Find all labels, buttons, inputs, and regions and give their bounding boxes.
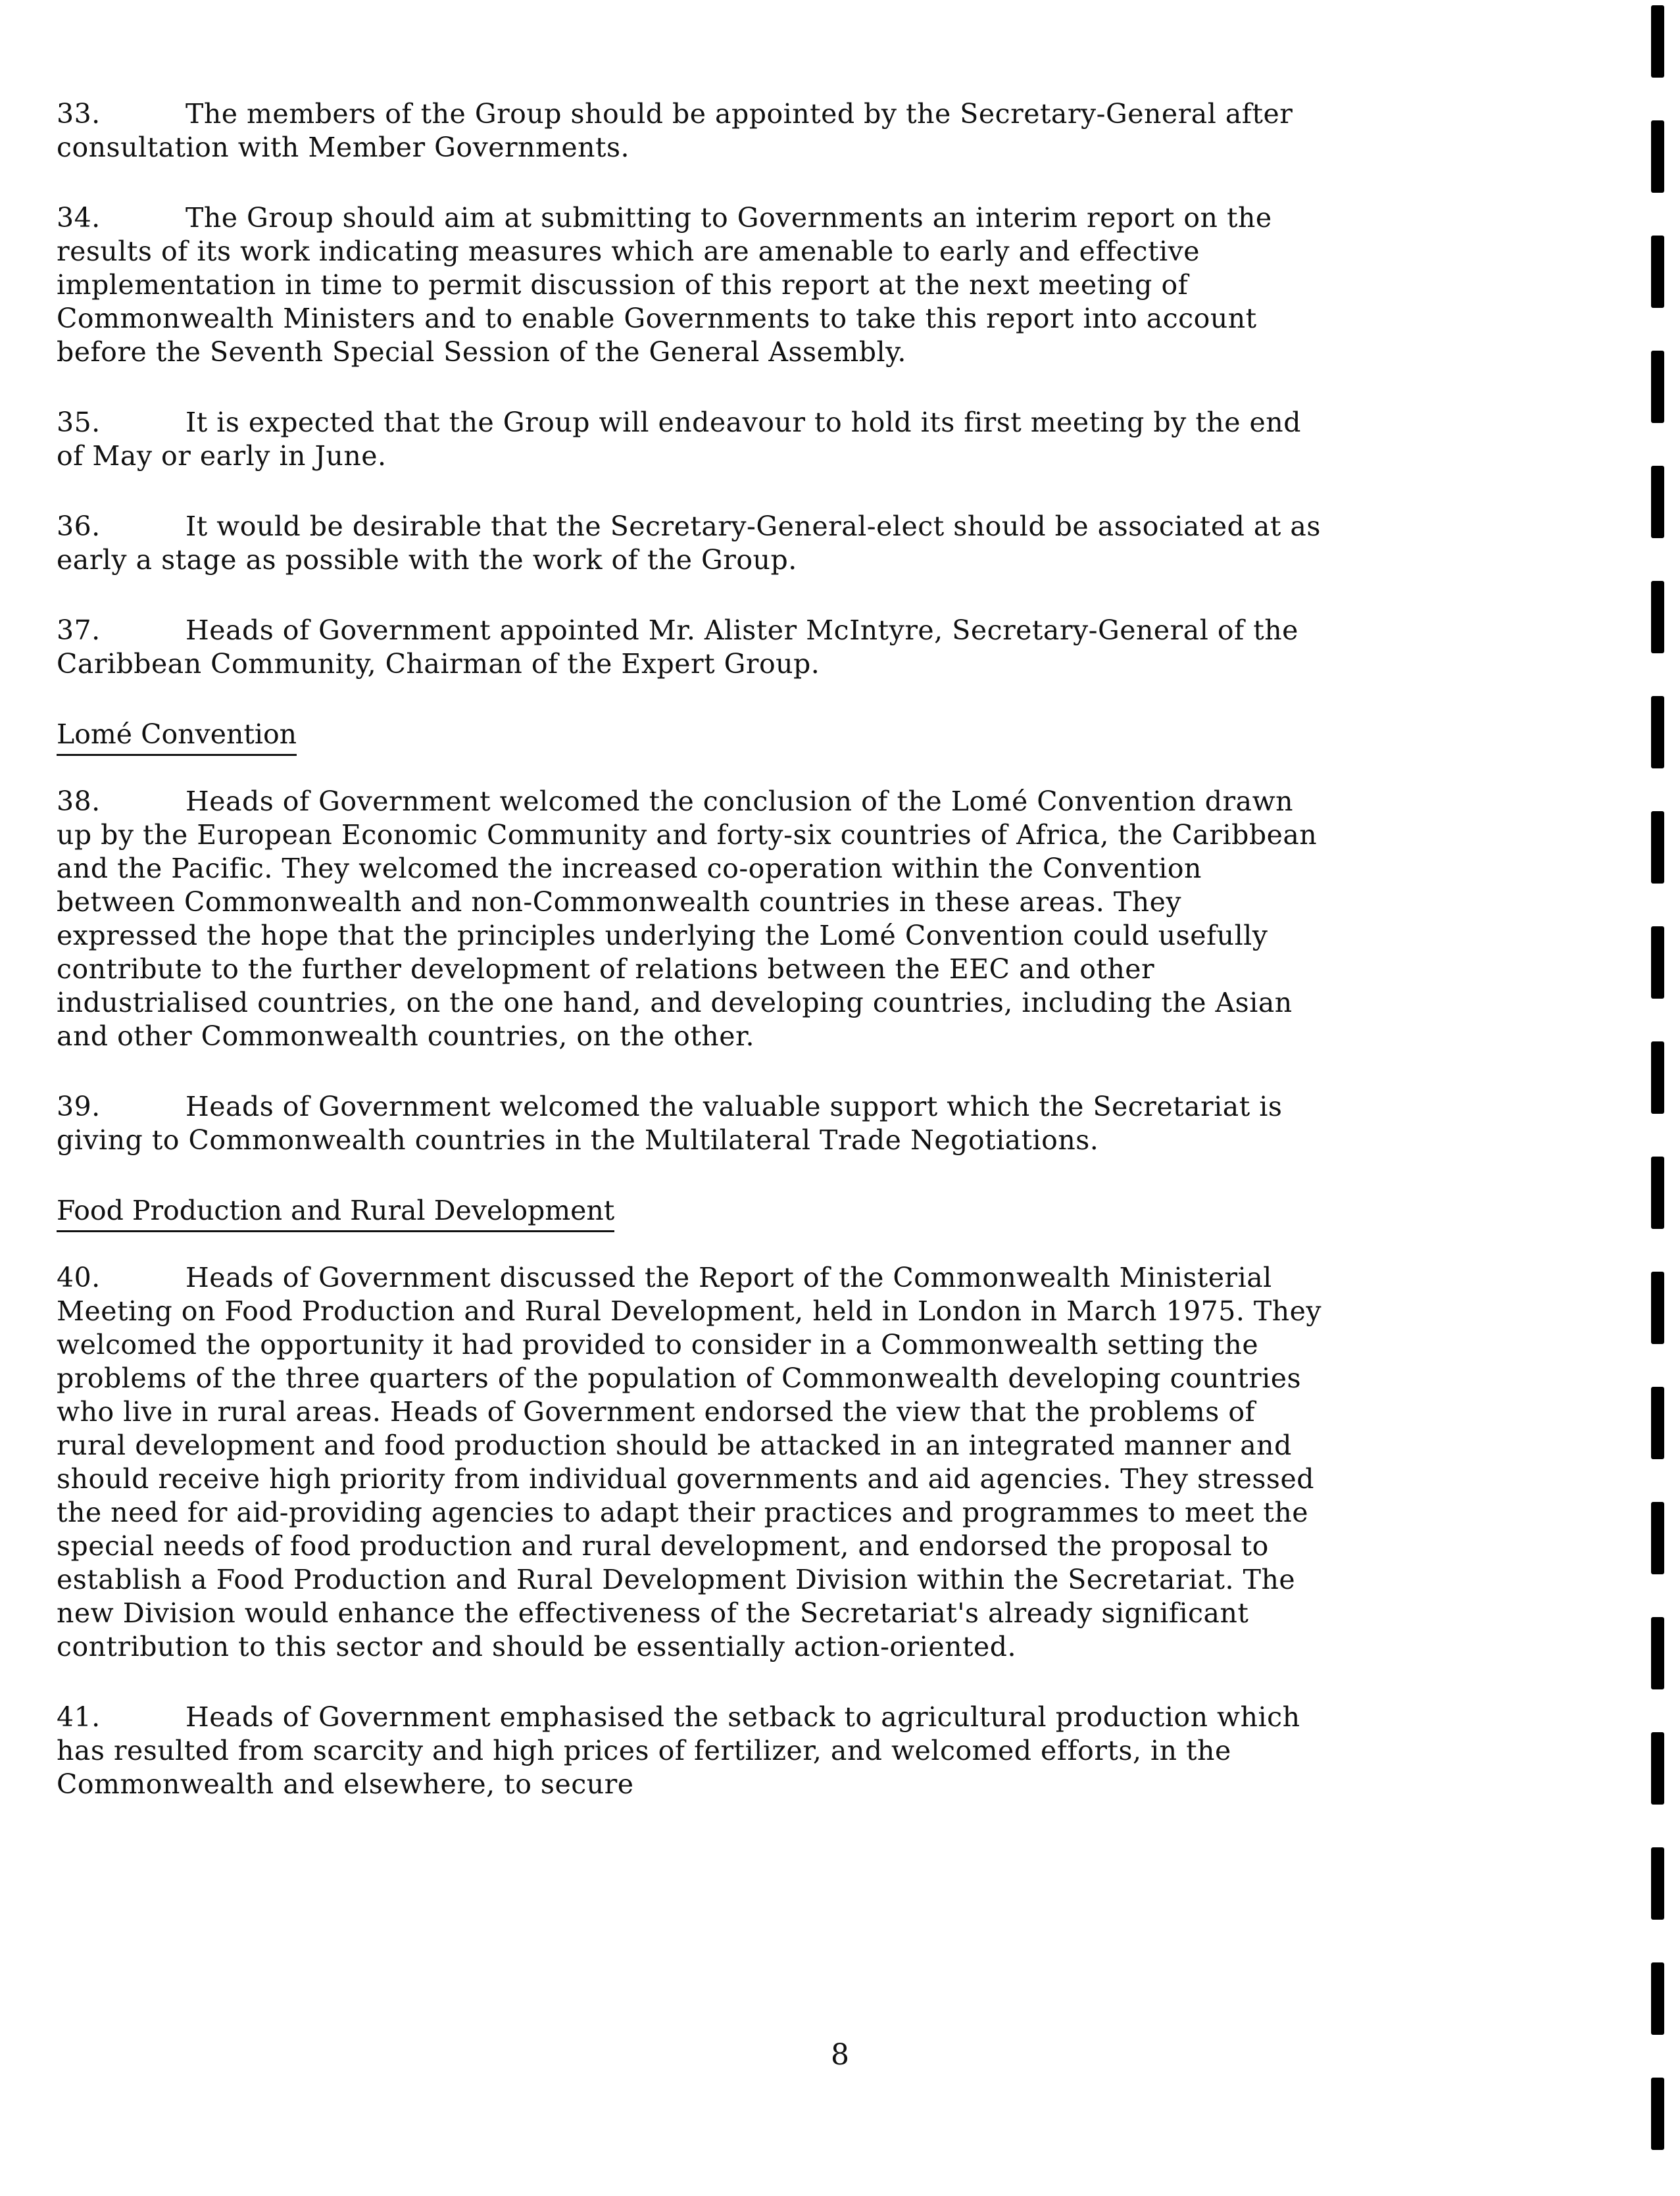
numbered-paragraph: [57, 1701, 1326, 1801]
binding-mark: [1651, 1387, 1664, 1459]
binding-mark: [1651, 926, 1664, 999]
paragraph-number: 37.: [57, 614, 101, 646]
numbered-paragraph: [57, 1261, 1326, 1664]
binding-mark: [1651, 581, 1664, 653]
paragraph-text: Heads of Government welcomed the conclusion of the Lomé Convention drawn up by the European Economic Community and forty-six countries of Africa, the Caribbean and the Pacific. They welcomed the increased co-operation within the Convention between Commonwealth and non-Commonwealth countries in these areas. They expressed the hope that the principles underlying the Lomé Convention could usefully contribute to the further development of relations between the EEC and other industrialised countries, on the one hand, and developing countries, including the Asian and other Commonwealth countries, on the other.: [57, 786, 1318, 1052]
binding-mark: [1651, 5, 1664, 78]
paragraph-number: 34.: [57, 202, 101, 234]
binding-mark: [1651, 2078, 1664, 2150]
paragraph-text: The Group should aim at submitting to Governments an interim report on the results of its work indicating measures which are amenable to early and effective implementation in time to permit discussion of this report at the next meeting of Commonwealth Ministers and to enable Governments to take this report into account before the Seventh Special Session of the General Assembly.: [57, 202, 1272, 368]
paragraph-number: 33.: [57, 98, 101, 130]
numbered-paragraph: [57, 1090, 1326, 1157]
section-heading: Food Production and Rural Development: [57, 1194, 614, 1232]
binding-mark: [1651, 1502, 1664, 1574]
document-body: [57, 97, 1326, 1838]
binding-mark: [1651, 1157, 1664, 1229]
paragraph-text: Heads of Government emphasised the setback to agricultural production which has resulted from scarcity and high prices of fertilizer, and welcomed efforts, in the Commonwealth and elsewhere, to secure: [57, 1701, 1300, 1800]
binding-mark: [1651, 1617, 1664, 1689]
binding-mark: [1651, 120, 1664, 193]
binding-mark: [1651, 1272, 1664, 1344]
paragraph-number: 36.: [57, 511, 101, 542]
binding-mark: [1651, 1041, 1664, 1114]
page-number: 8: [831, 2038, 849, 2072]
numbered-paragraph: [57, 201, 1326, 369]
section-heading-wrap: [57, 1194, 1326, 1261]
binding-mark: [1651, 1962, 1664, 2035]
section-heading: Lomé Convention: [57, 718, 297, 756]
paragraph-text: Heads of Government discussed the Report of the Commonwealth Ministerial Meeting on Food Production and Rural Development, held in London in March 1975. They welcomed the opportunity it had provided to consider in a Commonwealth setting the problems of the three quarters of the population of Commonwealth developing countries who live in rural areas. Heads of Government endorsed the view that the problems of rural development and food production should be attacked in an integrated manner and should receive high priority from individual governments and aid agencies. They stressed the need for aid-providing agencies to adapt their practices and programmes to meet the special needs of food production and rural development, and endorsed the proposal to establish a Food Production and Rural Development Division within the Secretariat. The new Division would enhance the effectiveness of the Secretariat's already significant contribution to this sector and should be essentially action-oriented.: [57, 1262, 1322, 1662]
binding-mark: [1651, 811, 1664, 884]
paragraph-text: The members of the Group should be appointed by the Secretary-General after consultation with Member Governments.: [57, 98, 1293, 163]
binding-mark: [1651, 466, 1664, 538]
binding-mark: [1651, 351, 1664, 423]
paragraph-number: 35.: [57, 407, 101, 438]
numbered-paragraph: [57, 510, 1326, 577]
paragraph-number: 39.: [57, 1091, 101, 1122]
paragraph-text: It is expected that the Group will endeavour to hold its first meeting by the end of May or early in June.: [57, 407, 1301, 472]
numbered-paragraph: [57, 785, 1326, 1053]
numbered-paragraph: [57, 406, 1326, 473]
paragraph-number: 40.: [57, 1262, 101, 1293]
paragraph-number: 41.: [57, 1701, 101, 1733]
binding-mark: [1651, 696, 1664, 768]
binding-mark: [1651, 1732, 1664, 1805]
binding-mark: [1651, 1847, 1664, 1920]
section-heading-wrap: [57, 718, 1326, 785]
numbered-paragraph: [57, 97, 1326, 164]
numbered-paragraph: [57, 614, 1326, 681]
binding-marks: [1627, 0, 1680, 2196]
paragraph-number: 38.: [57, 786, 101, 817]
paragraph-text: Heads of Government welcomed the valuable support which the Secretariat is giving to Commonwealth countries in the Multilateral Trade Negotiations.: [57, 1091, 1283, 1156]
paragraph-text: It would be desirable that the Secretary-General-elect should be associated at as early a stage as possible with the work of the Group.: [57, 511, 1321, 576]
paragraph-text: Heads of Government appointed Mr. Alister McIntyre, Secretary-General of the Caribbean Community, Chairman of the Expert Group.: [57, 614, 1298, 680]
binding-mark: [1651, 236, 1664, 308]
